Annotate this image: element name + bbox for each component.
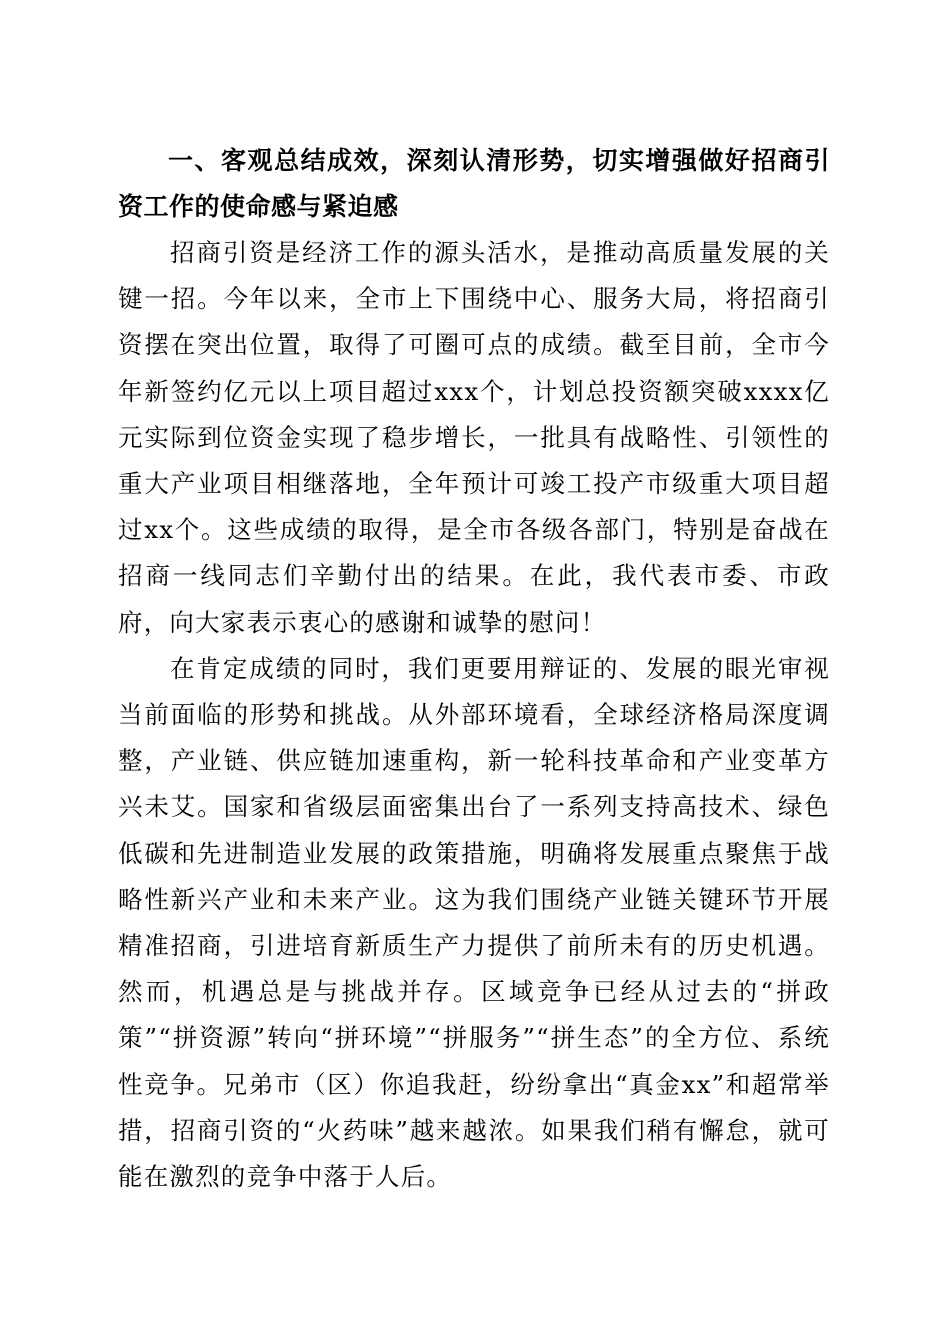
document-body — [118, 138, 830, 1200]
paragraph-challenges: 在肯定成绩的同时，我们更要用辩证的、发展的眼光审视当前面临的形势和挑战。从外部环境看，全球经济格局深度调整，产业链、供应链加速重构，新一轮科技革命和产业变革方兴未艾。国家和省级层面密集出台了一系列支持高技术、绿色低碳和先进制造业发展的政策措施，明确将发展重点聚焦于战略性新兴产业和未来产业。这为我们围绕产业链关键环节开展精准招商，引进培育新质生产力提供了前所未有的历史机遇。然而，机遇总是与挑战并存。区域竞争已经从过去的“拼政策”“拼资源”转向“拼环境”“拼服务”“拼生态”的全方位、系统性竞争。兄弟市（区）你追我赶，纷纷拿出“真金xx”和超常举措，招商引资的“火药味”越来越浓。如果我们稍有懈怠，就可能在激烈的竞争中落于人后。 — [118, 653, 830, 1192]
section-heading: 一、客观总结成效，深刻认清形势，切实增强做好招商引资工作的使命感与紧迫感 — [118, 146, 830, 221]
paragraph-achievements: 招商引资是经济工作的源头活水，是推动高质量发展的关键一招。今年以来，全市上下围绕中心、服务大局，将招商引资摆在突出位置，取得了可圈可点的成绩。截至目前，全市今年新签约亿元以上项目超过xxx个，计划总投资额突破xxxx亿元实际到位资金实现了稳步增长，一批具有战略性、引领性的重大产业项目相继落地，全年预计可竣工投产市级重大项目超过xx个。这些成绩的取得，是全市各级各部门，特别是奋战在招商一线同志们辛勤付出的结果。在此，我代表市委、市政府，向大家表示衷心的感谢和诚挚的慰问！ — [118, 238, 830, 637]
